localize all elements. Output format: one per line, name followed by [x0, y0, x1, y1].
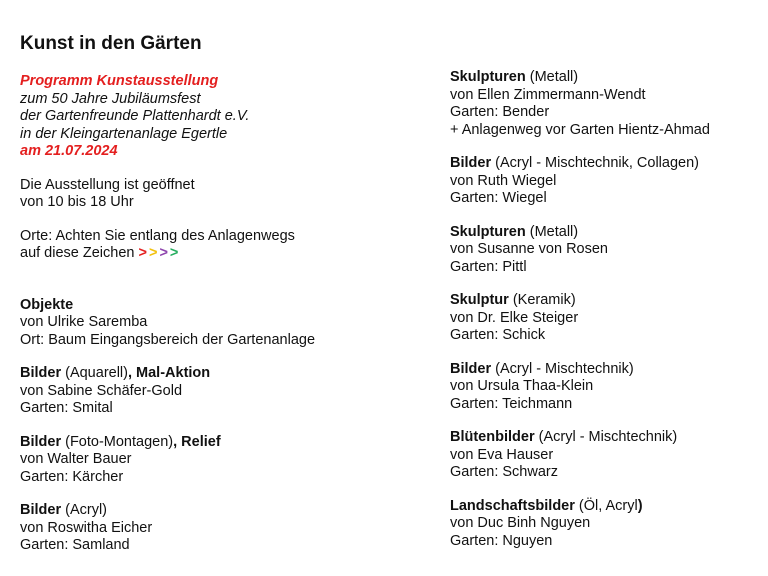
hours-line-1: Die Ausstellung ist geöffnet [20, 176, 195, 193]
exhibit-medium: (Acryl - Mischtechnik) [534, 429, 678, 445]
exhibit-artist: von Walter Bauer [20, 451, 132, 467]
arrow-sign-1: > [138, 245, 147, 261]
exhibit-medium: (Acryl - Mischtechnik, Collagen) [491, 155, 699, 171]
exhibit-artist: von Susanne von Rosen [450, 241, 608, 257]
exhibit-location: Garten: Samland [20, 537, 130, 553]
exhibit-title: Bilder [20, 433, 62, 450]
exhibit-entry [20, 502, 420, 555]
exhibit-entry [450, 361, 760, 414]
exhibit-heading [450, 361, 760, 379]
exhibit-entry [450, 498, 760, 551]
exhibit-entry [450, 224, 760, 277]
program-heading: Programm Kunstausstellung [20, 73, 219, 89]
exhibit-entry [450, 429, 760, 482]
exhibit-heading [450, 155, 760, 173]
intro-line-3: in der Kleingartenanlage Egertle [20, 125, 228, 142]
exhibit-medium: (Keramik) [508, 292, 576, 308]
places-line-1: Orte: Achten Sie entlang des Anlagenwegs [20, 227, 295, 244]
exhibit-heading [450, 69, 760, 87]
exhibit-artist: von Ellen Zimmermann-Wendt [450, 86, 646, 103]
exhibit-title: Landschaftsbilder [450, 497, 575, 514]
exhibit-location: Garten: Nguyen [450, 532, 553, 549]
exhibit-location-extra: + Anlagenweg vor Garten Hientz-Ahmad [450, 121, 710, 138]
exhibit-entry [450, 292, 760, 345]
exhibit-title: Bilder [20, 365, 62, 381]
exhibit-location: Garten: Pittl [450, 258, 527, 275]
exhibit-medium: (Aquarell) [61, 365, 128, 381]
program-intro [20, 73, 420, 161]
exhibit-title: Bilder [450, 360, 492, 377]
exhibit-artist: von Eva Hauser [450, 446, 554, 463]
event-date: am 21.07.2024 [20, 143, 118, 159]
exhibit-extra: ) [637, 497, 643, 514]
intro-line-1: zum 50 Jahre Jubiläumsfest [20, 90, 201, 107]
exhibit-heading [20, 297, 420, 315]
exhibit-artist: von Sabine Schäfer-Gold [20, 382, 183, 399]
exhibit-artist: von Ulrike Saremba [20, 314, 148, 330]
left-column [20, 73, 420, 571]
exhibit-location: Garten: Bender [450, 104, 550, 120]
page-title: Kunst in den Gärten [20, 33, 202, 54]
exhibit-location: Garten: Smital [20, 400, 113, 416]
arrow-sign-2: > [148, 245, 158, 261]
arrow-signs [139, 245, 181, 261]
exhibit-medium: (Öl, Acryl [574, 497, 638, 514]
exhibit-title: Skulpturen [450, 223, 526, 240]
exhibit-heading [450, 224, 760, 242]
exhibit-artist: von Duc Binh Nguyen [450, 515, 591, 531]
exhibit-artist: von Dr. Elke Steiger [450, 309, 579, 326]
exhibit-entry [20, 297, 420, 350]
arrow-sign-4: > [169, 245, 179, 261]
exhibit-medium: (Acryl - Mischtechnik) [491, 360, 634, 377]
exhibit-medium: (Metall) [525, 223, 579, 240]
exhibit-heading [450, 498, 760, 516]
intro-line-2: der Gartenfreunde Plattenhardt e.V. [20, 108, 250, 124]
exhibit-list-right [450, 69, 760, 566]
exhibit-title: Skulpturen [450, 69, 526, 85]
exhibit-entry [450, 155, 760, 208]
exhibit-artist: von Ursula Thaa-Klein [450, 378, 594, 394]
exhibit-title: Bilder [450, 155, 492, 171]
exhibit-heading [450, 429, 760, 447]
exhibit-title: Bilder [20, 502, 62, 518]
exhibit-location: Ort: Baum Eingangsbereich der Gartenanlage [20, 331, 316, 348]
exhibit-entry [450, 69, 760, 139]
exhibit-entry [20, 365, 420, 418]
exhibit-medium: (Metall) [525, 69, 579, 85]
exhibit-title: Skulptur [450, 292, 509, 308]
hours-line-2: von 10 bis 18 Uhr [20, 194, 134, 210]
exhibit-medium: (Acryl) [61, 502, 108, 518]
exhibit-heading [450, 292, 760, 310]
exhibit-location: Garten: Kärcher [20, 468, 124, 485]
opening-hours [20, 177, 420, 212]
exhibit-title: Objekte [20, 296, 74, 313]
places-line-2-wrap [20, 245, 420, 263]
exhibit-location: Garten: Schwarz [450, 464, 558, 480]
exhibit-extra: , Mal-Aktion [127, 365, 211, 381]
exhibit-list-left [20, 297, 420, 555]
exhibit-medium: (Foto-Montagen) [61, 433, 174, 450]
places-line-2: auf diese Zeichen [20, 245, 135, 261]
exhibit-location: Garten: Schick [450, 327, 546, 343]
exhibit-artist: von Roswitha Eicher [20, 519, 153, 536]
places-note [20, 228, 420, 263]
exhibit-location: Garten: Wiegel [450, 190, 547, 206]
exhibit-location: Garten: Teichmann [450, 395, 573, 412]
exhibit-entry [20, 434, 420, 487]
exhibit-heading [20, 365, 420, 383]
exhibit-heading [20, 434, 420, 452]
arrow-sign-3: > [159, 245, 168, 261]
exhibit-title: Blütenbilder [450, 429, 535, 445]
exhibit-extra: , Relief [173, 433, 221, 450]
exhibit-artist: von Ruth Wiegel [450, 172, 557, 189]
exhibit-heading [20, 502, 420, 520]
